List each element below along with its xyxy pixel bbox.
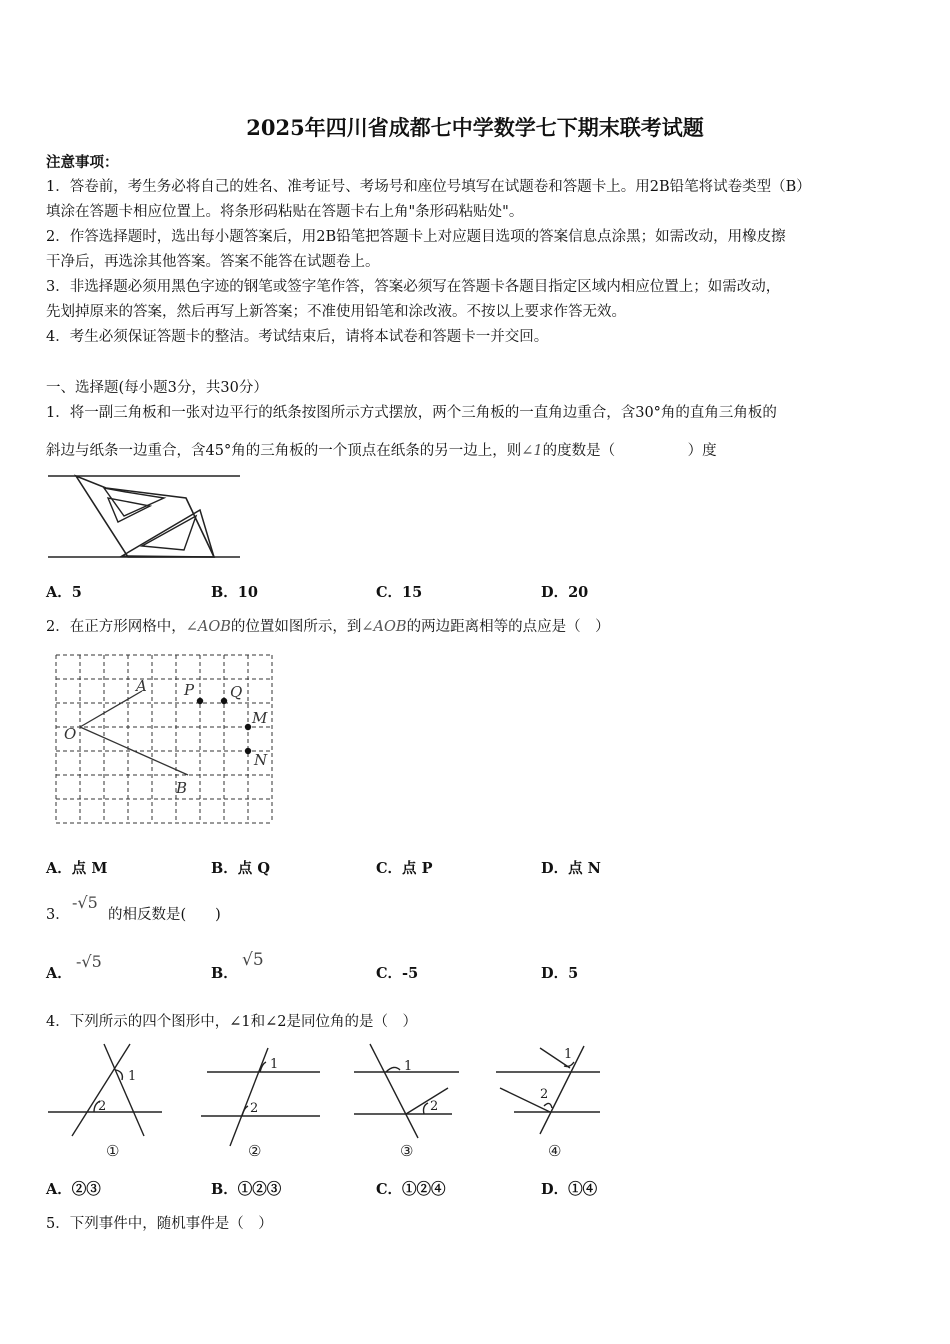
q3-prefix: 3．	[46, 907, 70, 923]
angle-aob: ∠AOB	[185, 619, 231, 635]
fig3-angle-1: 1	[404, 1059, 413, 1074]
fig2-angle-1: 1	[270, 1057, 279, 1072]
q3-option-b[interactable]: B．	[211, 965, 238, 982]
label-m: M	[252, 709, 268, 727]
fig4-angle-2: 2	[540, 1087, 549, 1102]
notice-line: 1．答卷前，考生务必将自己的姓名、准考证号、考场号和座位号填写在试题卷和答题卡上。用2B铅笔将试卷类型（B）	[46, 179, 811, 195]
notice-heading: 注意事项：	[46, 154, 119, 171]
fig4-angle-1: 1	[564, 1047, 573, 1062]
q3-text: 的相反数是( )	[108, 907, 221, 923]
q1-text-b: 的度数是（ ）度	[542, 443, 717, 459]
q2-option-b[interactable]: B．点 Q	[211, 860, 270, 877]
fig1-caption: ①	[106, 1142, 120, 1160]
q2-option-d[interactable]: D．点 N	[541, 860, 601, 877]
q1-option-d[interactable]: D．20	[541, 584, 589, 601]
q1-text-line1: 1．将一副三角板和一张对边平行的纸条按图所示方式摆放，两个三角板的一直角边重合，含30°角的直角三角板的	[46, 405, 777, 421]
notice-line: 填涂在答题卡相应位置上。将条形码粘贴在答题卡右上角"条形码粘贴处"。	[46, 204, 524, 220]
q3-expression: -√5	[72, 893, 98, 912]
label-q: Q	[230, 683, 243, 701]
fig2-angle-2: 2	[250, 1101, 259, 1116]
q4-text: 4．下列所示的四个图形中，∠1和∠2是同位角的是（ ）	[46, 1014, 417, 1030]
fig2-caption: ②	[248, 1142, 262, 1160]
notice-line: 干净后，再选涂其他答案。答案不能答在试题卷上。	[46, 254, 380, 270]
q3-option-b-value: √5	[242, 950, 264, 970]
fig1-angle-1: 1	[128, 1069, 137, 1084]
fig1-angle-2: 2	[98, 1099, 107, 1114]
notice-line: 2．作答选择题时，选出每小题答案后，用2B铅笔把答题卡上对应题目选项的答案信息点涂黑；如需改动，用橡皮擦	[46, 229, 786, 245]
q3-option-d[interactable]: D．5	[541, 965, 579, 982]
q4-option-c[interactable]: C．①②④	[376, 1181, 446, 1198]
q2-grid-figure	[52, 651, 276, 827]
q1-option-b[interactable]: B．10	[211, 584, 258, 601]
q3-option-a[interactable]: A．	[46, 965, 72, 982]
q1-text-line2	[46, 439, 717, 460]
q2-option-a[interactable]: A．点 M	[46, 860, 108, 877]
notice-line: 3．非选择题必须用黑色字迹的钢笔或签字笔作答，答案必须写在答题卡各题目指定区域内相应位置上；如需改动，	[46, 279, 781, 295]
q1-option-a[interactable]: A．5	[46, 584, 82, 601]
q4-option-b[interactable]: B．①②③	[211, 1181, 282, 1198]
angle-aob: ∠AOB	[361, 619, 407, 635]
fig4-caption: ④	[548, 1142, 562, 1160]
label-n: N	[254, 751, 268, 769]
label-o: O	[64, 725, 77, 743]
notice-line: 先划掉原来的答案，然后再写上新答案；不准使用铅笔和涂改液。不按以上要求作答无效。	[46, 304, 626, 320]
q3-option-a-value: -√5	[76, 952, 102, 971]
label-b: B	[176, 779, 188, 797]
q4-option-d[interactable]: D．①④	[541, 1181, 598, 1198]
label-a: A	[136, 677, 147, 695]
label-p: P	[184, 681, 195, 699]
q2-option-c[interactable]: C．点 P	[376, 860, 433, 877]
q1-text-a: 斜边与纸条一边重合，含45°角的三角板的一个顶点在纸条的另一边上，则	[46, 443, 522, 459]
q4-option-a[interactable]: A．②③	[46, 1181, 101, 1198]
notice-line: 4．考生必须保证答题卡的整洁。考试结束后，请将本试卷和答题卡一并交回。	[46, 329, 549, 345]
fig3-caption: ③	[400, 1142, 414, 1160]
section-heading: 一、选择题(每小题3分，共30分）	[46, 380, 268, 396]
q2-text: 2．在正方形网格中，∠AOB的位置如图所示，到∠AOB的两边距离相等的点应是（ ）	[46, 619, 610, 635]
fig3-angle-2: 2	[430, 1099, 439, 1114]
q4-figures	[44, 1038, 614, 1162]
page-title: 2025年四川省成都七中学数学七下期末联考试题	[246, 115, 704, 140]
q1-figure	[46, 470, 246, 562]
q3-option-c[interactable]: C．-5	[376, 965, 419, 982]
q5-text: 5．下列事件中，随机事件是（ ）	[46, 1216, 273, 1232]
angle-symbol: ∠1	[521, 443, 543, 459]
q1-option-c[interactable]: C．15	[376, 584, 423, 601]
